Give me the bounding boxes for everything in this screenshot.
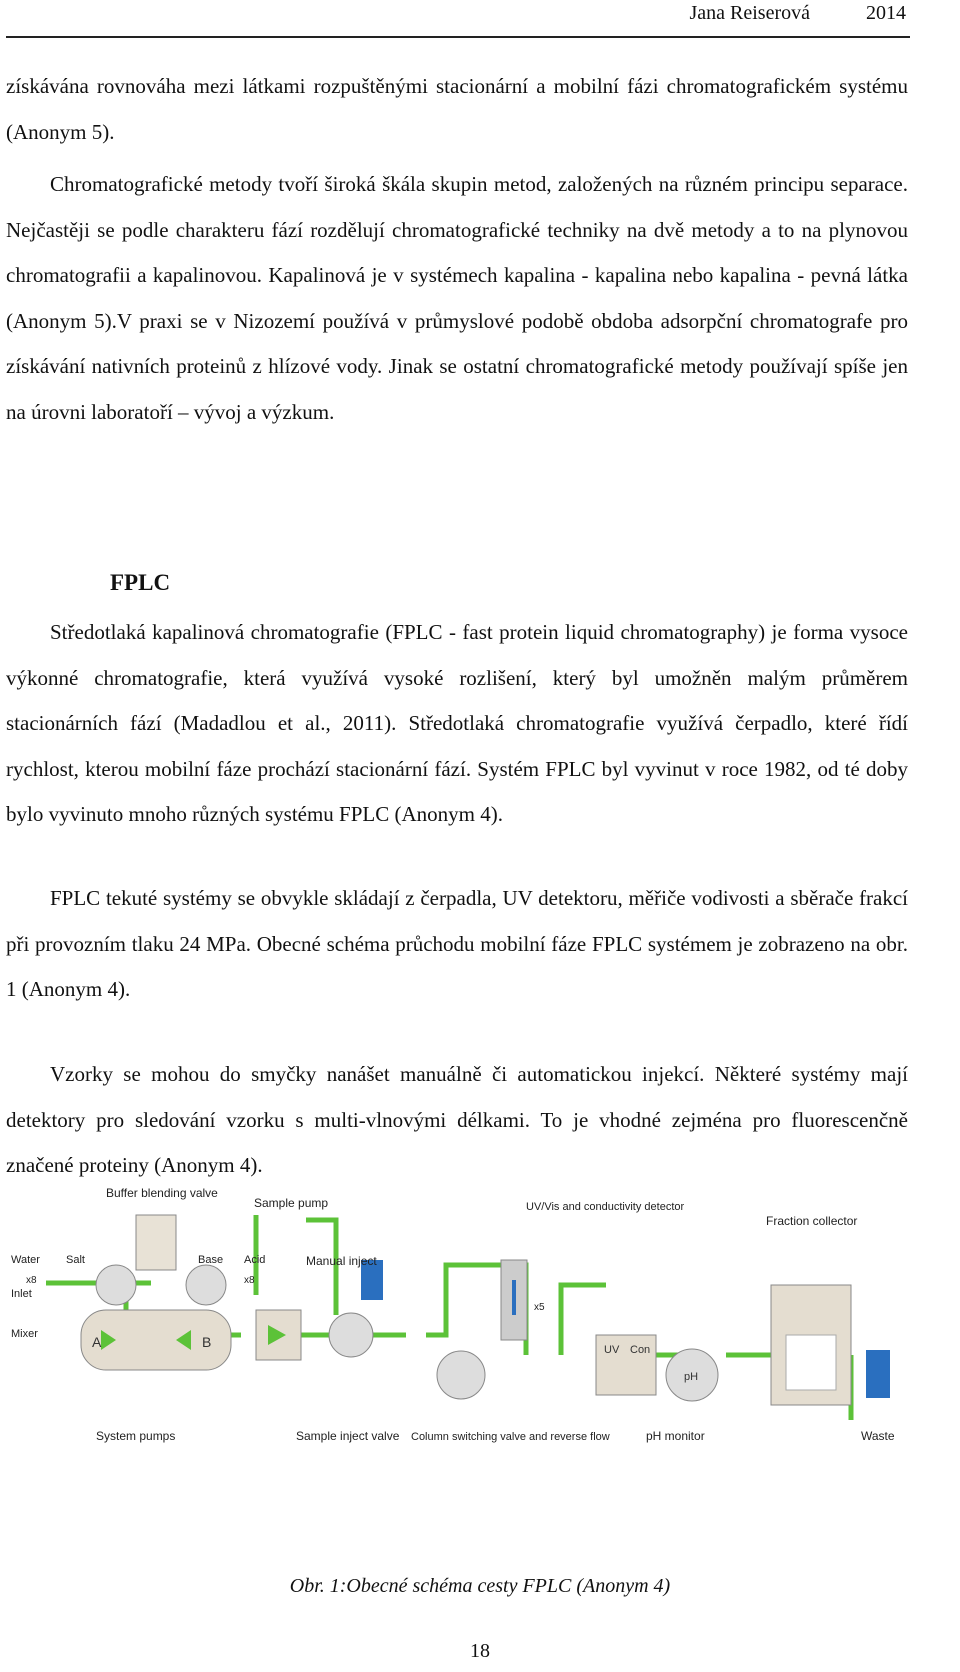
label-ph-monitor: pH monitor — [646, 1429, 705, 1443]
label-buffer-valve: Buffer blending valve — [106, 1186, 218, 1200]
paragraph-samples: Vzorky se mohou do smyčky nanášet manuálně či automatickou injekcí. Některé systémy mají detektory pro sledování vzorku s multi-vlnovými délkami. To je vhodné zejména pro fluorescenčně značené proteiny (Anonym 4). — [6, 1062, 908, 1177]
header-author: Jana Reiserová — [689, 2, 810, 24]
label-salt: Salt — [66, 1254, 85, 1266]
label-mixer: Mixer — [11, 1328, 38, 1340]
con-label: Con — [630, 1344, 651, 1356]
figure-caption: Obr. 1:Obecné schéma cesty FPLC (Anonym 4) — [289, 1575, 671, 1597]
page-header — [6, 0, 910, 38]
label-inlet: Inlet — [11, 1288, 32, 1300]
label-column-switching: Column switching valve and reverse flow — [411, 1431, 610, 1443]
label-waste: Waste — [861, 1429, 895, 1443]
ph-label: pH — [684, 1371, 699, 1383]
paragraph-fplc-systems: FPLC tekuté systémy se obvykle skládají z čerpadla, UV detektoru, měřiče vodivosti a sběrače frakcí při provozním tlaku 24 MPa. Obecné schéma průchodu mobilní fáze FPLC systémem je zobrazeno na obr. 1 (Anonym 4). — [6, 886, 908, 1001]
page-number: 18 — [470, 1640, 490, 1662]
label-acid: Acid — [244, 1254, 266, 1266]
pump-b-label: B — [202, 1334, 212, 1350]
inlet-valve-right-icon — [186, 1265, 226, 1305]
label-system-pumps: System pumps — [96, 1429, 176, 1443]
label-base: Base — [198, 1254, 224, 1266]
label-water: Water — [11, 1254, 40, 1266]
label-sample-pump: Sample pump — [254, 1196, 329, 1210]
uv-label: UV — [604, 1344, 620, 1356]
label-x5: x5 — [534, 1302, 545, 1313]
fplc-schema-figure — [6, 1185, 920, 1555]
section-heading-fplc: FPLC — [110, 570, 171, 595]
paragraph-fplc-definition: Středotlaká kapalinová chromatografie (FPLC - fast protein liquid chromatography) je forma vysoce výkonné chromatografie, která využívá vysoké rozlišení, který byl umožněn malým průměrem stacionárních fází (Madadlou et al., 2011). Středotlaká chromatografie využívá čerpadlo, které řídí rychlost, kterou mobilní fáze prochází stacionární fází. Systém FPLC byl vyvinut v roce 1982, od té doby bylo vyvinuto mnoho různých systému FPLC (Anonym 4). — [6, 620, 908, 826]
label-fraction-collector: Fraction collector — [766, 1214, 858, 1228]
inlet-valve-left-icon — [96, 1265, 136, 1305]
header-year: 2014 — [866, 2, 906, 24]
buffer-valve-icon — [136, 1215, 176, 1270]
column-switching-valve-icon — [437, 1351, 485, 1399]
paragraph-continuation: získávána rovnováha mezi látkami rozpuštěnými stacionární a mobilní fázi chromatografickém systému (Anonym 5). — [6, 74, 908, 144]
pump-a-label: A — [92, 1334, 102, 1350]
label-uv-detector: UV/Vis and conductivity detector — [526, 1201, 685, 1213]
waste-bottle-icon — [866, 1350, 890, 1398]
paragraph-chromatography-methods: Chromatografické metody tvoří široká škála skupin metod, založených na různém principu separace. Nejčastěji se podle charakteru fází rozdělují chromatografické techniky na dvě metody a to na plynovou chromatografii a kapalinovou. Kapalinová je v systémech kapalina - kapalina nebo kapalina - pevná látka (Anonym 5).V praxi se v Nizozemí používá v průmyslové podobě obdoba adsorpční chromatografe pro získávání nativních proteinů z hlízové vody. Jinak se ostatní chromatografické metody používají spíše jen na úrovni laboratoří – vývoj a výzkum. — [6, 172, 908, 424]
label-x8-right: x8 — [244, 1275, 255, 1286]
sample-inject-valve-icon — [329, 1313, 373, 1357]
label-sample-inject-valve: Sample inject valve — [296, 1429, 400, 1443]
label-manual-inject: Manual inject — [306, 1254, 377, 1268]
fraction-plate-icon — [786, 1335, 836, 1390]
label-x8-left: x8 — [26, 1275, 37, 1286]
